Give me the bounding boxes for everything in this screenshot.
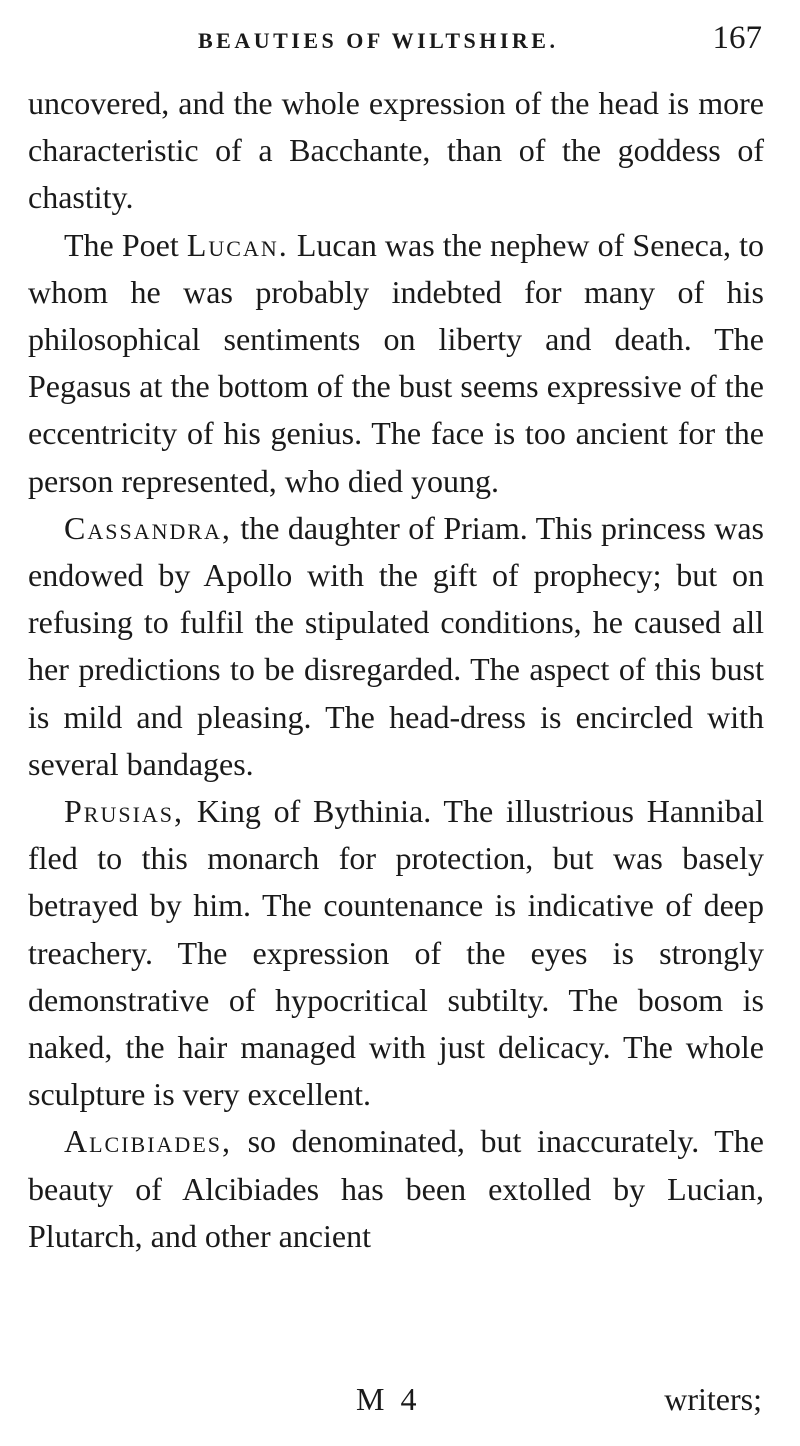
paragraph-lucan: [28, 222, 764, 505]
paragraph-continued: [28, 80, 764, 222]
paragraph-text: Lucan was the nephew of Seneca, to whom he was probably indebted for many of his philosophical sentiments on liberty and death. The Pegasus at the bottom of the bust seems expressive of the eccentricity of his genius. The face is too ancient for the person represented, who died young.: [28, 226, 764, 499]
paragraph-text: uncovered, and the whole expression of the head is more characteristic of a Bacchante, than of the goddess of chastity.: [28, 85, 764, 216]
paragraph-prusias: [28, 788, 764, 1118]
paragraph-lead: Lucan.: [186, 226, 289, 263]
paragraph-lead: Cassandra,: [64, 509, 232, 546]
paragraph-lead: Alcibiades,: [64, 1123, 232, 1160]
page-footer: [28, 1381, 768, 1431]
paragraph-alcibiades: [28, 1118, 764, 1260]
book-page: [28, 0, 768, 1446]
paragraph-text: so denominated, but inaccurately. The beauty of Alcibiades has been extolled by Lucian, Plutarch, and other ancient: [28, 1123, 764, 1254]
paragraph-cassandra: [28, 505, 764, 788]
running-head: [28, 18, 768, 58]
page-number: 167: [712, 20, 762, 56]
paragraph-lead: Prusias,: [64, 793, 185, 830]
running-title: BEAUTIES OF WILTSHIRE.: [198, 28, 559, 53]
paragraph-text: King of Bythinia. The illustrious Hannibal fled to this monarch for protection, but was basely betrayed by him. The countenance is indicative of deep treachery. The expression of the eyes is strongly demonstrative of hypocritical subtilty. The bosom is naked, the hair managed with just delicacy. The whole sculpture is very excellent.: [28, 793, 764, 1113]
paragraph-lead-plain: The Poet: [64, 226, 187, 263]
body-text: [28, 80, 764, 1260]
signature-mark: M 4: [356, 1381, 421, 1417]
catchword: writers;: [664, 1381, 762, 1417]
paragraph-text: the daughter of Priam. This princess was endowed by Apollo with the gift of prophecy; but on refusing to fulfil the stipulated conditions, he caused all her predictions to be disregarded. The aspect of this bust is mild and pleasing. The head-dress is encircled with several bandages.: [28, 509, 764, 782]
